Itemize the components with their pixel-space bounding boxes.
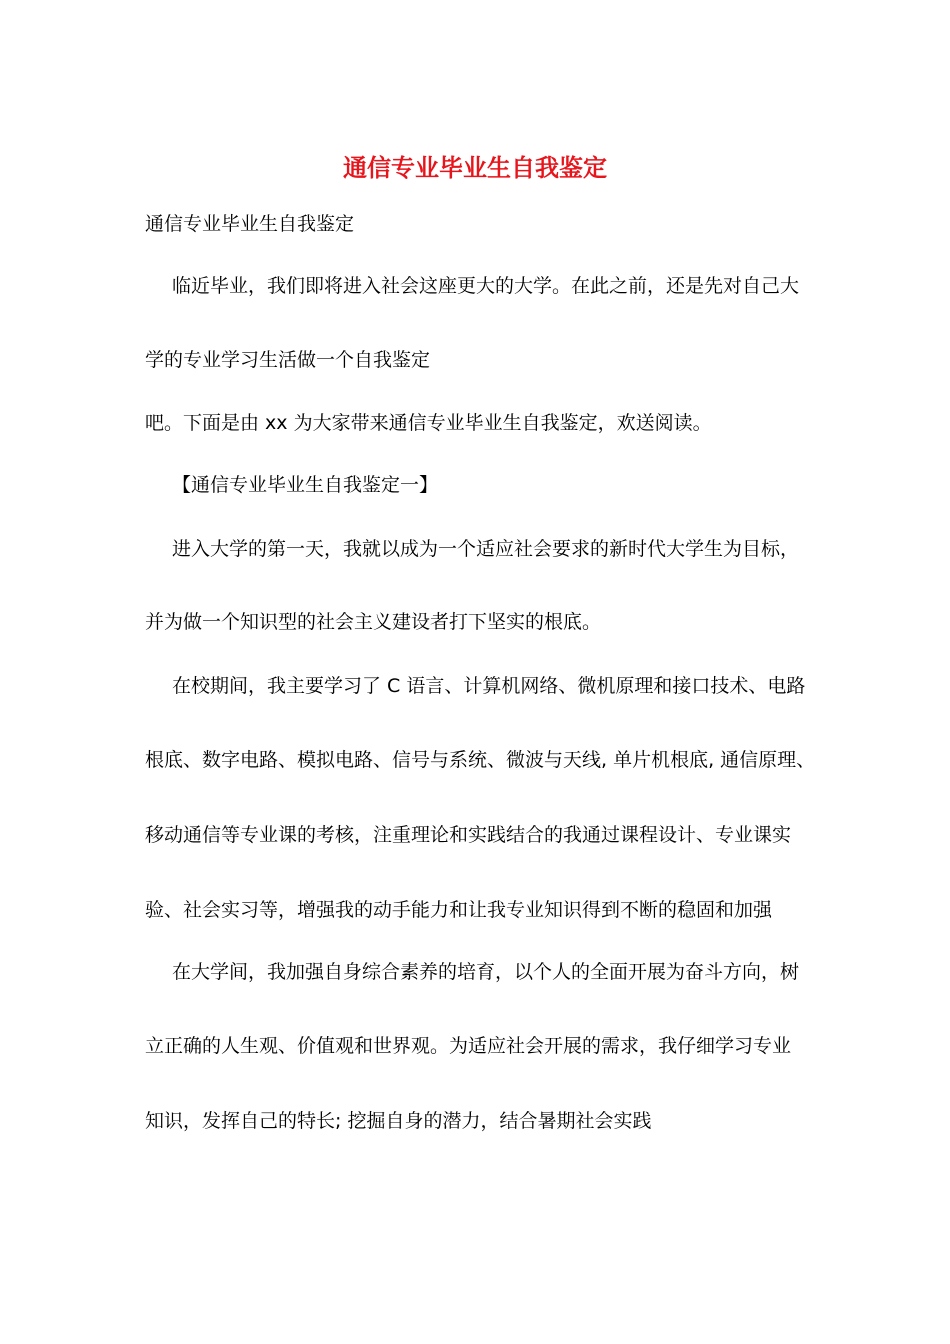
paragraph-line: 吧。下面是由 xx 为大家带来通信专业毕业生自我鉴定，欢送阅读。 bbox=[145, 412, 712, 434]
paragraph-line: 在大学间，我加强自身综合素养的培育，以个人的全面开展为奋斗方向，树 bbox=[172, 961, 800, 983]
paragraph-line: 知识，发挥自己的特长; 挖掘自身的潜力，结合暑期社会实践 bbox=[145, 1110, 652, 1132]
paragraph-line: 学的专业学习生活做一个自我鉴定 bbox=[145, 349, 431, 371]
paragraph-line: 在校期间，我主要学习了 C 语言、计算机网络、微机原理和接口技术、电路 bbox=[172, 675, 806, 697]
paragraph-line: 进入大学的第一天，我就以成为一个适应社会要求的新时代大学生为目标， bbox=[172, 538, 800, 560]
paragraph-line: 并为做一个知识型的社会主义建设者打下坚实的根底。 bbox=[145, 611, 602, 633]
document-subtitle: 通信专业毕业生自我鉴定 bbox=[145, 213, 355, 235]
document-title: 通信专业毕业生自我鉴定 bbox=[343, 153, 607, 182]
section-heading: 【通信专业毕业生自我鉴定一】 bbox=[172, 474, 439, 496]
paragraph-line: 立正确的人生观、价值观和世界观。为适应社会开展的需求，我仔细学习专业 bbox=[145, 1035, 792, 1057]
paragraph-line: 验、社会实习等，增强我的动手能力和让我专业知识得到不断的稳固和加强 bbox=[145, 899, 773, 921]
paragraph-line: 根底、数字电路、模拟电路、信号与系统、微波与天线, 单片机根底, 通信原理、 bbox=[145, 749, 816, 771]
paragraph-line: 移动通信等专业课的考核，注重理论和实践结合的我通过课程设计、专业课实 bbox=[145, 824, 792, 846]
paragraph-line: 临近毕业，我们即将进入社会这座更大的大学。在此之前，还是先对自己大 bbox=[172, 275, 800, 297]
